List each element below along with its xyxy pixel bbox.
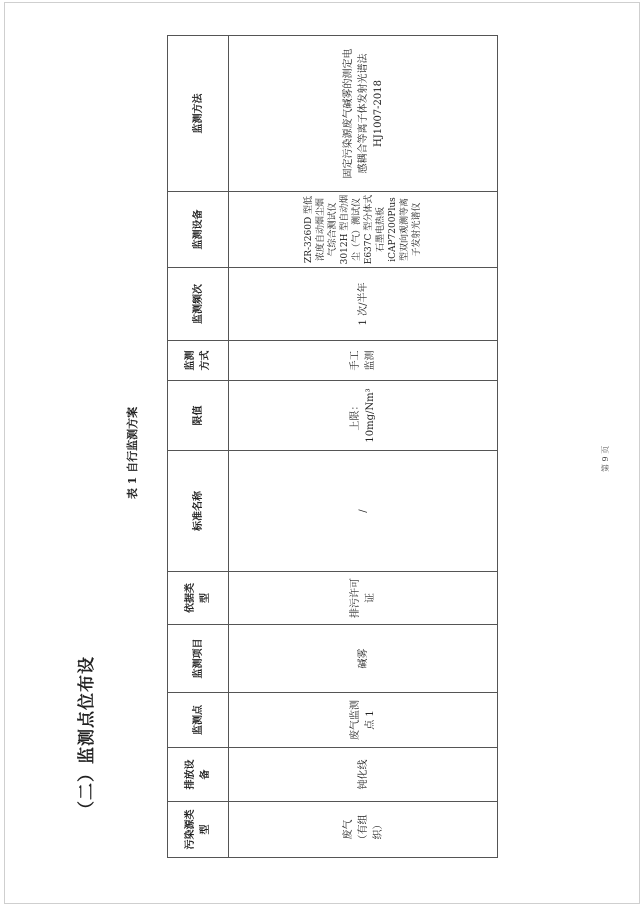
cell-monitoring-point: 废气监测点 1	[229, 693, 498, 748]
cell-monitoring-item: 碱雾	[229, 625, 498, 693]
cell-basis-type: 排污许可证	[229, 572, 498, 625]
cell-method: 固定污染源废气碱雾的测定电感耦合等离子体发射光谱法 HJ1007-2018	[229, 36, 498, 192]
header-discharge-facility: 排放设备	[168, 748, 229, 802]
header-source-type: 污染源类型	[168, 802, 229, 858]
table-row	[229, 36, 498, 858]
cell-standard-name: /	[229, 451, 498, 572]
header-frequency: 监测频次	[168, 268, 229, 341]
header-monitoring-point: 监测点	[168, 693, 229, 748]
cell-monitoring-mode: 手工监测	[229, 341, 498, 381]
table-caption: 表 1 自行监测方案	[126, 406, 139, 500]
cell-source-type: 废气（有组织）	[229, 802, 498, 858]
cell-equipment: ZR-3260D 型低浓度自动烟尘烟气综合测试仪 3012H 型自动烟尘（气）测试仪 E637C 型分体式石墨电热板 iCAP7200Plus 型双向观测等离子发射光谱仪	[229, 192, 498, 268]
header-standard-name: 标准名称	[168, 451, 229, 572]
limit-prefix: 上限：	[350, 400, 361, 431]
header-method: 监测方法	[168, 36, 229, 192]
section-heading: （二）监测点位布设	[77, 656, 97, 818]
header-basis-type: 依据类型	[168, 572, 229, 625]
cell-discharge-facility: 钝化线	[229, 748, 498, 802]
limit-value: 10mg/Nm³	[365, 388, 376, 443]
cell-limit	[229, 381, 498, 451]
header-limit: 限值	[168, 381, 229, 451]
header-monitoring-item: 监测项目	[168, 625, 229, 693]
page-number: 第 9 页	[601, 445, 610, 472]
cell-frequency: 1 次/半年	[229, 268, 498, 341]
header-monitoring-mode: 监测方式	[168, 341, 229, 381]
table-header-row	[168, 36, 229, 858]
header-equipment: 监测设备	[168, 192, 229, 268]
monitoring-plan-table	[167, 35, 498, 858]
